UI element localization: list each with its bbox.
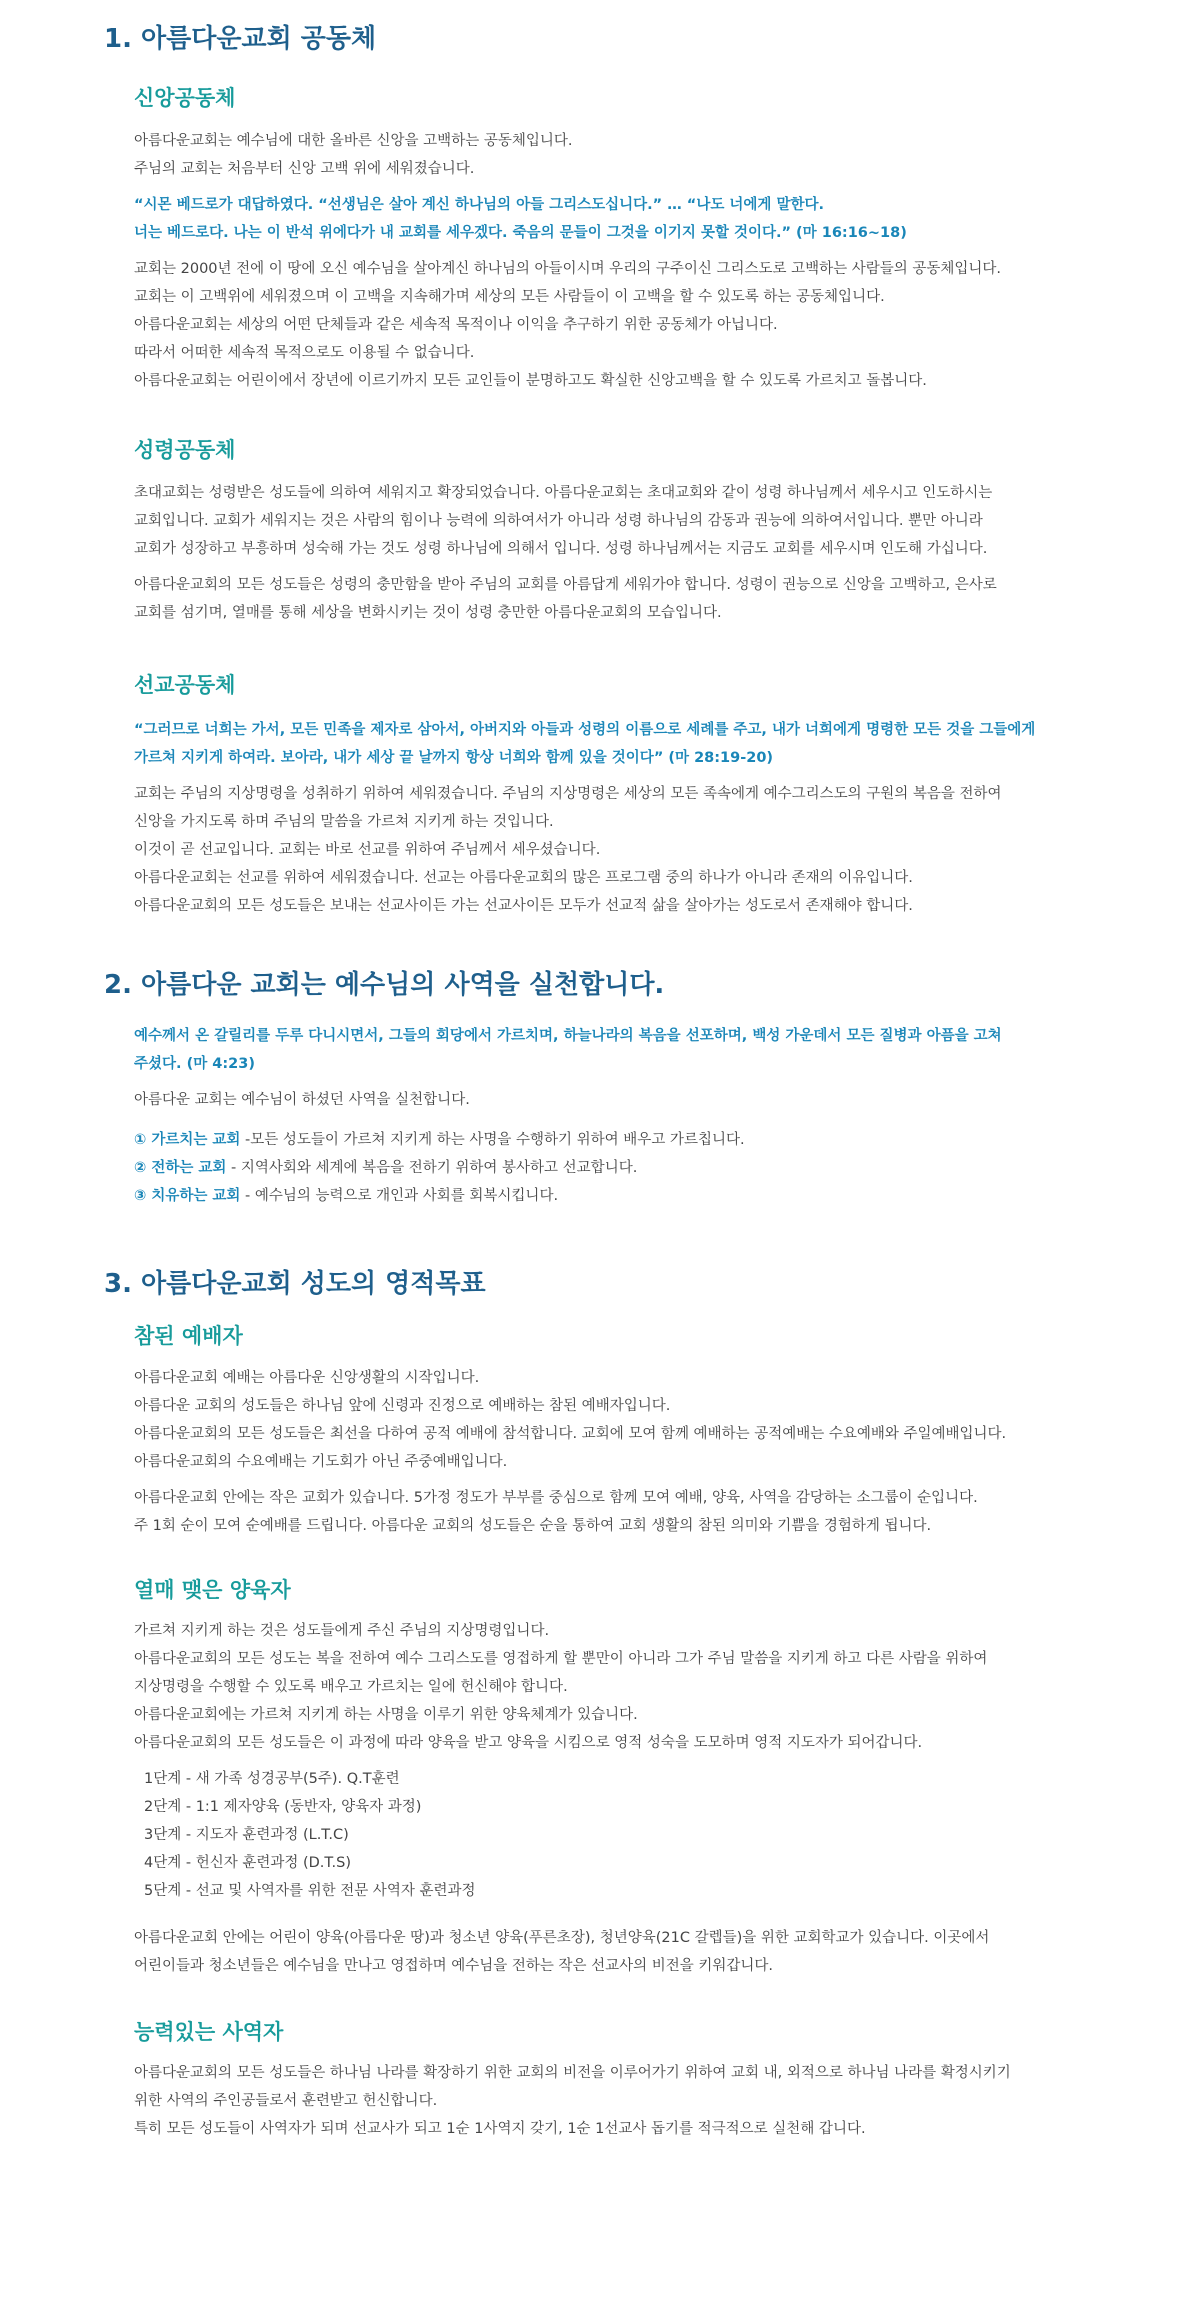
- faith-scripture-quote: [134, 191, 907, 247]
- ministry-paragraph-1: [134, 2059, 1011, 2143]
- list-item-key: ③ 치유하는 교회: [134, 1188, 241, 1204]
- section-title-2: 2. 아름다운 교회는 예수님의 사역을 실천합니다.: [104, 970, 665, 1000]
- faith-paragraph-1: [134, 127, 572, 183]
- worship-paragraph-1: [134, 1364, 1006, 1476]
- text-line: 아름다운교회의 모든 성도들은 성령의 충만함을 받아 주님의 교회를 아름답게 세워가야 합니다. 성령이 권능으로 신앙을 고백하고, 은사로: [134, 577, 997, 593]
- text-line: 교회를 섬기며, 열매를 통해 세상을 변화시키는 것이 성령 충만한 아름다운교회의 모습입니다.: [134, 605, 722, 621]
- text-line: 아름다운교회의 모든 성도는 복을 전하여 예수 그리스도를 영접하게 할 뿐만이 아니라 그가 주님 말씀을 지키게 하고 다른 사람을 위하여: [134, 1651, 988, 1667]
- ministry-list: [134, 1126, 745, 1210]
- list-item: [134, 1126, 745, 1154]
- step-item: 5단계 - 선교 및 사역자를 위한 전문 사역자 훈련과정: [144, 1883, 476, 1899]
- quote-line: “그러므로 너희는 가서, 모든 민족을 제자로 삼아서, 아버지와 아들과 성령의 이름으로 세례를 주고, 내가 너희에게 명령한 모든 것을 그들에게: [134, 722, 1036, 738]
- list-item-text: - 지역사회와 세계에 복음을 전하기 위하여 봉사하고 선교합니다.: [226, 1160, 638, 1176]
- ministry-scripture-quote: [134, 1022, 1002, 1078]
- list-item-key: ① 가르치는 교회: [134, 1132, 241, 1148]
- text-line: 교회는 2000년 전에 이 땅에 오신 예수님을 살아계신 하나님의 아들이시며 우리의 구주이신 그리스도로 고백하는 사람들의 공동체입니다.: [134, 261, 1002, 277]
- text-line: 어린이들과 청소년들은 예수님을 만나고 영접하며 예수님을 전하는 작은 선교사의 비전을 키워갑니다.: [134, 1958, 773, 1974]
- spirit-paragraph-1: [134, 479, 992, 563]
- mission-paragraph-1: [134, 780, 1002, 920]
- text-line: 주 1회 순이 모여 순예배를 드립니다. 아름다운 교회의 성도들은 순을 통하여 교회 생활의 참된 의미와 기쁨을 경험하게 됩니다.: [134, 1518, 932, 1534]
- text-line: 가르쳐 지키게 하는 것은 성도들에게 주신 주님의 지상명령입니다.: [134, 1623, 550, 1639]
- text-line: 아름다운교회의 모든 성도들은 이 과정에 따라 양육을 받고 양육을 시킴으로 영적 성숙을 도모하며 영적 지도자가 되어갑니다.: [134, 1735, 923, 1751]
- step-item: 1단계 - 새 가족 성경공부(5주). Q.T훈련: [144, 1771, 400, 1787]
- subsection-title-nurture: 열매 맺은 양육자: [134, 1578, 291, 1602]
- nurture-paragraph-2: [134, 1924, 989, 1980]
- quote-line: 가르쳐 지키게 하여라. 보아라, 내가 세상 끝 날까지 항상 너희와 함께 있을 것이다” (마 28:19-20): [134, 750, 774, 766]
- text-line: 따라서 어떠한 세속적 목적으로도 이용될 수 없습니다.: [134, 345, 475, 361]
- nurture-paragraph-1: [134, 1617, 987, 1757]
- text-line: 아름다운교회는 선교를 위하여 세워졌습니다. 선교는 아름다운교회의 많은 프로그램 중의 하나가 아니라 존재의 이유입니다.: [134, 870, 913, 886]
- text-line: 아름다운교회는 예수님에 대한 올바른 신앙을 고백하는 공동체입니다.: [134, 133, 573, 149]
- quote-line: “시몬 베드로가 대답하였다. “선생님은 살아 계신 하나님의 아들 그리스도십니다.” … “나도 너에게 말한다.: [134, 197, 824, 213]
- section-title-3: 3. 아름다운교회 성도의 영적목표: [104, 1269, 486, 1299]
- mission-scripture-quote: [134, 716, 1035, 772]
- text-line: 아름다운교회의 수요예배는 기도회가 아닌 주중예배입니다.: [134, 1454, 508, 1470]
- list-item-text: - 예수님의 능력으로 개인과 사회를 회복시킵니다.: [240, 1188, 559, 1204]
- text-line: 아름다운교회는 어린이에서 장년에 이르기까지 모든 교인들이 분명하고도 확실한 신앙고백을 할 수 있도록 가르치고 돌봅니다.: [134, 373, 927, 389]
- text-line: 주님의 교회는 처음부터 신앙 고백 위에 세워졌습니다.: [134, 161, 475, 177]
- subsection-title-faith: 신앙공동체: [134, 86, 236, 110]
- step-item: 2단계 - 1:1 제자양육 (동반자, 양육자 과정): [144, 1799, 422, 1815]
- text-line: 지상명령을 수행할 수 있도록 배우고 가르치는 일에 헌신해야 합니다.: [134, 1679, 568, 1695]
- quote-line: 너는 베드로다. 나는 이 반석 위에다가 내 교회를 세우겠다. 죽음의 문들이 그것을 이기지 못할 것이다.” (마 16:16~18): [134, 225, 907, 241]
- list-item: [134, 1182, 745, 1210]
- ministry-intro: 아름다운 교회는 예수님이 하셨던 사역을 실천합니다.: [134, 1092, 470, 1108]
- nurture-steps-list: [134, 1765, 475, 1905]
- list-item-text: -모든 성도들이 가르쳐 지키게 하는 사명을 수행하기 위하여 배우고 가르칩니다.: [240, 1132, 745, 1148]
- subsection-title-worship: 참된 예배자: [134, 1324, 243, 1348]
- text-line: 교회는 주님의 지상명령을 성취하기 위하여 세워졌습니다. 주님의 지상명령은 세상의 모든 족속에게 예수그리스도의 구원의 복음을 전하여: [134, 786, 1002, 802]
- list-item: [134, 1154, 745, 1182]
- text-line: 아름다운 교회의 성도들은 하나님 앞에 신령과 진정으로 예배하는 참된 예배자입니다.: [134, 1398, 671, 1414]
- subsection-title-mission: 선교공동체: [134, 673, 236, 697]
- subsection-title-ministry: 능력있는 사역자: [134, 2020, 284, 2044]
- text-line: 아름다운교회의 모든 성도들은 보내는 선교사이든 가는 선교사이든 모두가 선교적 삶을 살아가는 성도로서 존재해야 합니다.: [134, 898, 913, 914]
- text-line: 아름다운교회 안에는 어린이 양육(아름다운 땅)과 청소년 양육(푸른초장), 청년양육(21C 갈렙들)을 위한 교회학교가 있습니다. 이곳에서: [134, 1930, 990, 1946]
- text-line: 아름다운교회에는 가르쳐 지키게 하는 사명을 이루기 위한 양육체계가 있습니다.: [134, 1707, 638, 1723]
- text-line: 교회입니다. 교회가 세워지는 것은 사람의 힘이나 능력에 의하여서가 아니라 성령 하나님의 감동과 권능에 의하여서입니다. 뿐만 아니라: [134, 513, 983, 529]
- subsection-title-spirit: 성령공동체: [134, 438, 236, 462]
- text-line: 아름다운교회의 모든 성도들은 하나님 나라를 확장하기 위한 교회의 비전을 이루어가기 위하여 교회 내, 외적으로 하나님 나라를 확정시키기: [134, 2065, 1011, 2081]
- quote-line: 예수께서 온 갈릴리를 두루 다니시면서, 그들의 회당에서 가르치며, 하늘나라의 복음을 선포하며, 백성 가운데서 모든 질병과 아픔을 고쳐: [134, 1028, 1002, 1044]
- text-line: 아름다운교회 예배는 아름다운 신앙생활의 시작입니다.: [134, 1370, 480, 1386]
- worship-paragraph-2: [134, 1484, 978, 1540]
- spirit-paragraph-2: [134, 571, 997, 627]
- step-item: 4단계 - 헌신자 훈련과정 (D.T.S): [144, 1855, 351, 1871]
- text-line: 이것이 곧 선교입니다. 교회는 바로 선교를 위하여 주님께서 세우셨습니다.: [134, 842, 601, 858]
- faith-paragraph-2: [134, 255, 1001, 395]
- text-line: 교회가 성장하고 부흥하며 성숙해 가는 것도 성령 하나님에 의해서 입니다. 성령 하나님께서는 지금도 교회를 세우시며 인도해 가십니다.: [134, 541, 988, 557]
- text-line: 특히 모든 성도들이 사역자가 되며 선교사가 되고 1순 1사역지 갖기, 1순 1선교사 돕기를 적극적으로 실천해 갑니다.: [134, 2121, 866, 2137]
- text-line: 신앙을 가지도록 하며 주님의 말씀을 가르쳐 지키게 하는 것입니다.: [134, 814, 554, 830]
- text-line: 아름다운교회는 세상의 어떤 단체들과 같은 세속적 목적이나 이익을 추구하기 위한 공동체가 아닙니다.: [134, 317, 778, 333]
- step-item: 3단계 - 지도자 훈련과정 (L.T.C): [144, 1827, 349, 1843]
- section-title-1: 1. 아름다운교회 공동체: [104, 24, 377, 54]
- text-line: 위한 사역의 주인공들로서 훈련받고 헌신합니다.: [134, 2093, 438, 2109]
- quote-line: 주셨다. (마 4:23): [134, 1056, 255, 1072]
- text-line: 아름다운교회의 모든 성도들은 최선을 다하여 공적 예배에 참석합니다. 교회에 모여 함께 예배하는 공적예배는 수요예배와 주일예배입니다.: [134, 1426, 1007, 1442]
- text-line: 초대교회는 성령받은 성도들에 의하여 세워지고 확장되었습니다. 아름다운교회는 초대교회와 같이 성령 하나님께서 세우시고 인도하시는: [134, 485, 993, 501]
- text-line: 아름다운교회 안에는 작은 교회가 있습니다. 5가정 정도가 부부를 중심으로 함께 모여 예배, 양육, 사역을 감당하는 소그룹이 순입니다.: [134, 1490, 978, 1506]
- list-item-key: ② 전하는 교회: [134, 1160, 227, 1176]
- text-line: 교회는 이 고백위에 세워졌으며 이 고백을 지속해가며 세상의 모든 사람들이 이 고백을 할 수 있도록 하는 공동체입니다.: [134, 289, 885, 305]
